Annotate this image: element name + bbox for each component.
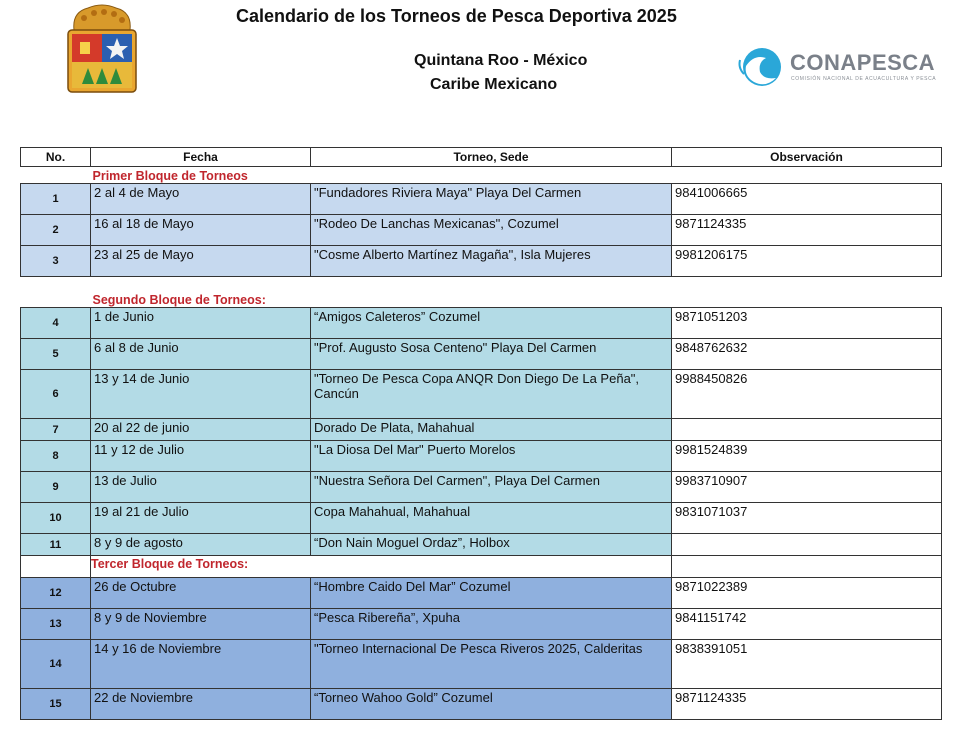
cell-torneo: "Nuestra Señora Del Carmen", Playa Del Carmen — [311, 472, 672, 503]
cell-observacion: 9871124335 — [672, 689, 942, 720]
cell-no: 7 — [21, 419, 91, 441]
cell-torneo: "Fundadores Riviera Maya" Playa Del Carmen — [311, 184, 672, 215]
cell-no: 12 — [21, 578, 91, 609]
cell-empty — [21, 556, 91, 578]
table-row — [21, 609, 942, 640]
cell-no: 5 — [21, 339, 91, 370]
cell-no: 3 — [21, 246, 91, 277]
table-row — [21, 184, 942, 215]
cell-fecha: 8 y 9 de agosto — [91, 534, 311, 556]
cell-fecha: 6 al 8 de Junio — [91, 339, 311, 370]
cell-torneo: “Amigos Caleteros” Cozumel — [311, 308, 672, 339]
cell-observacion: 9841006665 — [672, 184, 942, 215]
table-row — [21, 419, 942, 441]
cell-no: 10 — [21, 503, 91, 534]
table-row — [21, 503, 942, 534]
cell-fecha: 2 al 4 de Mayo — [91, 184, 311, 215]
cell-torneo: Copa Mahahual, Mahahual — [311, 503, 672, 534]
table-row — [21, 308, 942, 339]
cell-torneo: "Cosme Alberto Martínez Magaña", Isla Mujeres — [311, 246, 672, 277]
cell-fecha: 13 y 14 de Junio — [91, 370, 311, 419]
cell-fecha: 1 de Junio — [91, 308, 311, 339]
section-label-primer-bloque: Primer Bloque de Torneos — [21, 167, 942, 184]
cell-fecha: 11 y 12 de Julio — [91, 441, 311, 472]
cell-no: 13 — [21, 609, 91, 640]
section-header-row — [21, 291, 942, 308]
cell-fecha: 16 al 18 de Mayo — [91, 215, 311, 246]
cell-observacion: 9871124335 — [672, 215, 942, 246]
cell-fecha: 20 al 22 de junio — [91, 419, 311, 441]
state-crest-logo — [64, 4, 140, 94]
table-row — [21, 370, 942, 419]
page-subtitle-location: Quintana Roo - México — [414, 52, 588, 69]
cell-observacion: 9838391051 — [672, 640, 942, 689]
conapesca-logo — [736, 44, 956, 90]
cell-fecha: 23 al 25 de Mayo — [91, 246, 311, 277]
cell-observacion: 9831071037 — [672, 503, 942, 534]
cell-no: 14 — [21, 640, 91, 689]
cell-torneo: "Prof. Augusto Sosa Centeno" Playa Del Carmen — [311, 339, 672, 370]
cell-observacion: 9841151742 — [672, 609, 942, 640]
column-header-no: No. — [21, 148, 91, 167]
cell-no: 6 — [21, 370, 91, 419]
cell-no: 4 — [21, 308, 91, 339]
cell-no: 2 — [21, 215, 91, 246]
cell-fecha: 13 de Julio — [91, 472, 311, 503]
cell-observacion: 9981206175 — [672, 246, 942, 277]
column-header-torneo: Torneo, Sede — [311, 148, 672, 167]
cell-no: 8 — [21, 441, 91, 472]
section-gap — [21, 277, 942, 292]
cell-observacion: 9848762632 — [672, 339, 942, 370]
cell-observacion: 9988450826 — [672, 370, 942, 419]
cell-torneo: "Torneo De Pesca Copa ANQR Don Diego De La Peña", Cancún — [311, 370, 672, 419]
cell-observacion — [672, 534, 942, 556]
table-row — [21, 640, 942, 689]
cell-fecha: 14 y 16 de Noviembre — [91, 640, 311, 689]
cell-torneo: “Hombre Caido Del Mar” Cozumel — [311, 578, 672, 609]
cell-observacion: 9871022389 — [672, 578, 942, 609]
page-title: Calendario de los Torneos de Pesca Deportiva 2025 — [236, 6, 677, 26]
table-row — [21, 472, 942, 503]
cell-torneo: “Pesca Ribereña”, Xpuha — [311, 609, 672, 640]
table-row — [21, 578, 942, 609]
cell-observacion: 9983710907 — [672, 472, 942, 503]
cell-torneo: “Torneo Wahoo Gold” Cozumel — [311, 689, 672, 720]
page-subtitle-region: Caribe Mexicano — [430, 76, 558, 93]
cell-observacion: 9981524839 — [672, 441, 942, 472]
conapesca-logo-text: CONAPESCA — [790, 50, 936, 75]
cell-no: 11 — [21, 534, 91, 556]
cell-observacion: 9871051203 — [672, 308, 942, 339]
conapesca-logo-subtext: COMISIÓN NACIONAL DE ACUACULTURA Y PESCA — [791, 76, 937, 82]
cell-observacion — [672, 419, 942, 441]
tournament-table — [20, 147, 942, 720]
section-header-row — [21, 556, 942, 578]
cell-fecha: 8 y 9 de Noviembre — [91, 609, 311, 640]
cell-torneo: "Rodeo De Lanchas Mexicanas", Cozumel — [311, 215, 672, 246]
table-row — [21, 215, 942, 246]
cell-fecha: 22 de Noviembre — [91, 689, 311, 720]
section-label-tercer-bloque: Tercer Bloque de Torneos: — [91, 556, 672, 578]
cell-torneo: "La Diosa Del Mar" Puerto Morelos — [311, 441, 672, 472]
table-row — [21, 441, 942, 472]
section-header-row — [21, 167, 942, 184]
table-row — [21, 339, 942, 370]
cell-no: 15 — [21, 689, 91, 720]
column-header-fecha: Fecha — [91, 148, 311, 167]
cell-fecha: 19 al 21 de Julio — [91, 503, 311, 534]
cell-fecha: 26 de Octubre — [91, 578, 311, 609]
section-label-segundo-bloque: Segundo Bloque de Torneos: — [21, 291, 942, 308]
table-header-row — [21, 148, 942, 167]
table-row — [21, 689, 942, 720]
cell-torneo: “Don Nain Moguel Ordaz”, Holbox — [311, 534, 672, 556]
cell-no: 9 — [21, 472, 91, 503]
table-row — [21, 534, 942, 556]
cell-empty — [672, 556, 942, 578]
conapesca-wave-icon — [736, 44, 786, 90]
cell-no: 1 — [21, 184, 91, 215]
cell-torneo: Dorado De Plata, Mahahual — [311, 419, 672, 441]
cell-torneo: "Torneo Internacional De Pesca Riveros 2025, Calderitas — [311, 640, 672, 689]
column-header-observacion: Observación — [672, 148, 942, 167]
table-row — [21, 246, 942, 277]
